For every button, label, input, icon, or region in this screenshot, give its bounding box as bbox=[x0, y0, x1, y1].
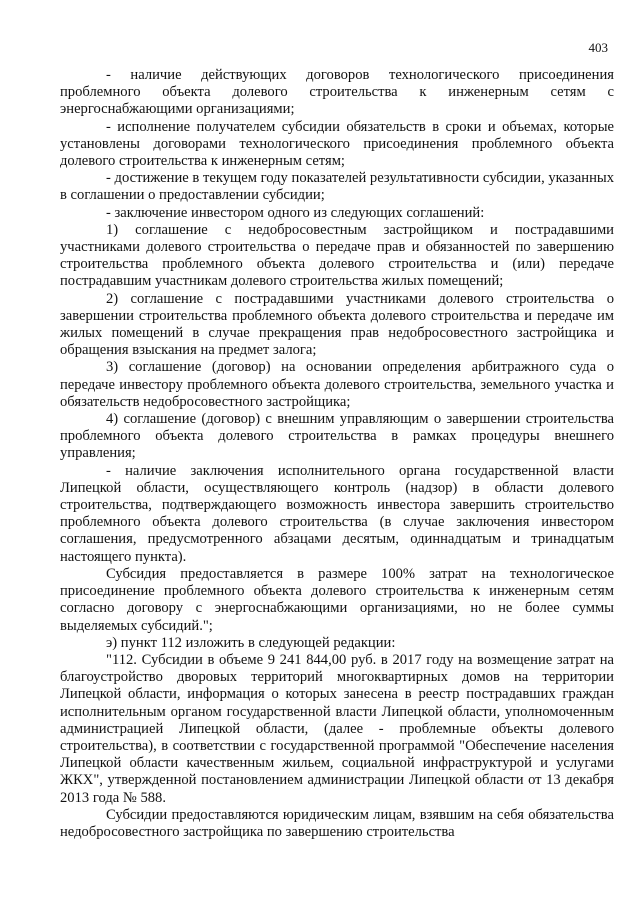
paragraph: 2) соглашение с пострадавшими участниками долевого строительства о завершении строительства проблемного объекта долевого строительства и передаче им жилых помещений в случае прекращения прав недобросовестного застройщика и обращения взыскания на предмет залога; bbox=[60, 290, 614, 359]
paragraph: - наличие действующих договоров технологического присоединения проблемного объекта долевого строительства к инженерным сетям с энергоснабжающими организациями; bbox=[60, 67, 614, 118]
paragraph: Субсидия предоставляется в размере 100% затрат на технологическое присоединение проблемного объекта долевого строительства к инженерным сетям согласно договору с энергоснабжающими организациями, но не более суммы выделяемых субсидий."; bbox=[60, 565, 614, 634]
page-number: 403 bbox=[588, 40, 608, 55]
document-body bbox=[60, 67, 614, 841]
paragraph: Субсидии предоставляются юридическим лицам, взявшим на себя обязательства недобросовестного застройщика по завершению строительства bbox=[60, 806, 614, 840]
paragraph: 1) соглашение с недобросовестным застройщиком и пострадавшими участниками долевого строительства о передаче прав и обязанностей по завершению строительства проблемного объекта долевого строительства и (или) передаче пострадавшим участникам долевого строительства жилых помещений; bbox=[60, 221, 614, 290]
paragraph: - исполнение получателем субсидии обязательств в сроки и объемах, которые установлены договорами технологического присоединения проблемного объекта долевого строительства к инженерным сетям; bbox=[60, 118, 614, 170]
paragraph: - достижение в текущем году показателей результативности субсидии, указанных в соглашении о предоставлении субсидии; bbox=[60, 170, 614, 204]
paragraph: "112. Субсидии в объеме 9 241 844,00 руб. в 2017 году на возмещение затрат на благоустройство дворовых территорий многоквартирных домов на территории Липецкой области, информация о которых занесена в реестр пострадавших граждан исполнительным органом государственной власти Липецкой области, уполномоченным администрацией Липецкой области, (далее - проблемные объекты долевого строительства), в соответствии с государственной программой "Обеспечение населения Липецкой области качественным жильем, социальной инфраструктурой и услугами ЖКХ", утвержденной постановлением администрации Липецкой области от 13 декабря 2013 года № 588. bbox=[60, 651, 614, 806]
paragraph: 3) соглашение (договор) на основании определения арбитражного суда о передаче инвестору проблемного объекта долевого строительства, земельного участка и обязательств недобросовестного застройщика; bbox=[60, 359, 614, 410]
paragraph: 4) соглашение (договор) с внешним управляющим о завершении строительства проблемного объекта долевого строительства в рамках процедуры внешнего управления; bbox=[60, 411, 614, 462]
paragraph: - наличие заключения исполнительного органа государственной власти Липецкой области, осуществляющего контроль (надзор) в области долевого строительства, подтверждающего возможность инвестора завершить строительство проблемного объекта долевого строительства (в случае заключения инвестором соглашения, предусмотренного абзацами десятым, одиннадцатым и тринадцатым настоящего пункта). bbox=[60, 462, 614, 565]
paragraph: - заключение инвестором одного из следующих соглашений: bbox=[106, 204, 485, 221]
paragraph: э) пункт 112 изложить в следующей редакции: bbox=[106, 634, 396, 651]
